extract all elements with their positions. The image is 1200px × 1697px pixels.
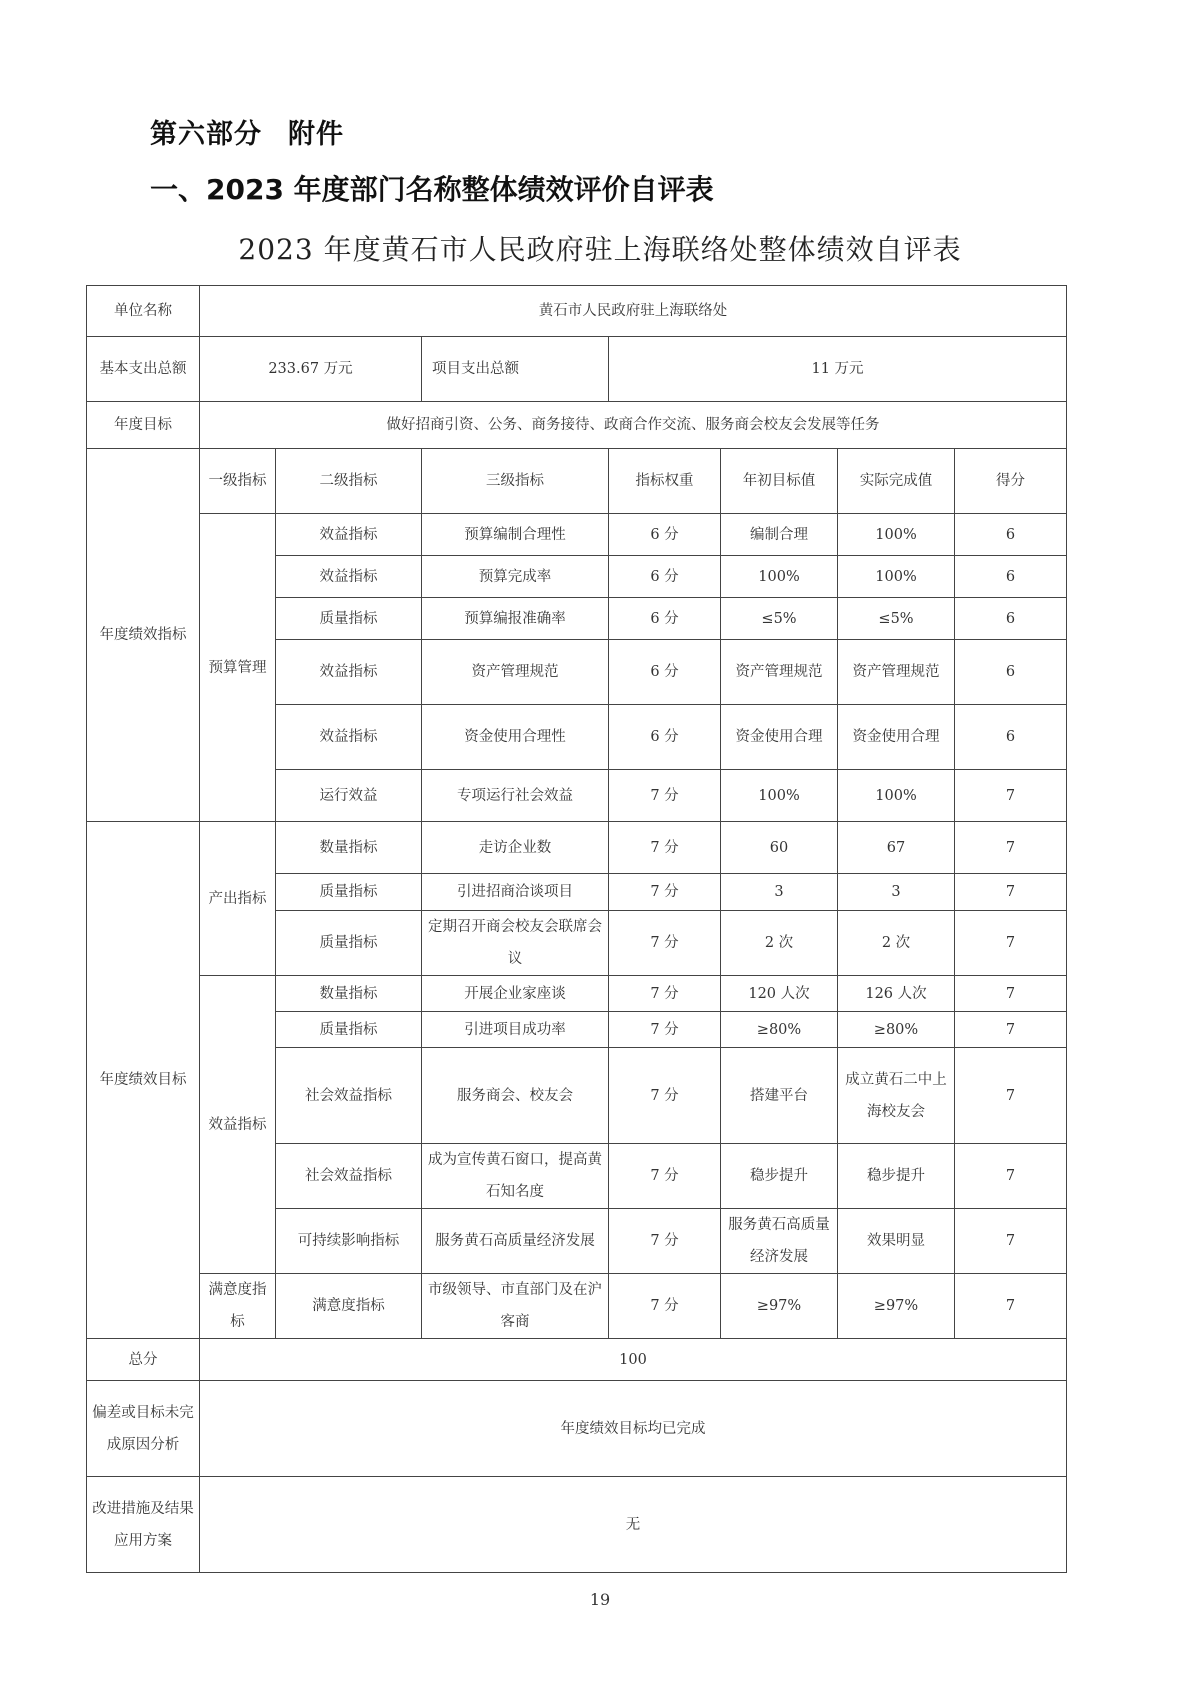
- cell-target: 编制合理: [721, 514, 838, 556]
- cell-actual: 资产管理规范: [838, 640, 955, 705]
- header-level2: 二级指标: [276, 449, 422, 514]
- cell-actual: 稳步提升: [838, 1144, 955, 1209]
- section1-label: 年度绩效指标: [87, 449, 200, 822]
- basic-value: 233.67 万元: [200, 337, 422, 402]
- cell-actual: 126 人次: [838, 976, 955, 1012]
- header-actual: 实际完成值: [838, 449, 955, 514]
- cell-level3: 服务黄石高质量经济发展: [422, 1209, 609, 1274]
- basic-label: 基本支出总额: [87, 337, 200, 402]
- cell-level2: 可持续影响指标: [276, 1209, 422, 1274]
- cell-actual: 100%: [838, 514, 955, 556]
- cell-level3: 服务商会、校友会: [422, 1048, 609, 1144]
- cell-score: 6: [955, 514, 1067, 556]
- cell-actual: 100%: [838, 556, 955, 598]
- deviation-label: 偏差或目标未完成原因分析: [87, 1381, 200, 1477]
- cell-actual: ≤5%: [838, 598, 955, 640]
- cell-target: ≤5%: [721, 598, 838, 640]
- cell-level3: 资产管理规范: [422, 640, 609, 705]
- cell-target: 稳步提升: [721, 1144, 838, 1209]
- group-label: 预算管理: [200, 514, 276, 822]
- table-row: [87, 976, 1067, 1012]
- budget-row: [87, 337, 1067, 402]
- cell-actual: 效果明显: [838, 1209, 955, 1274]
- cell-level2: 运行效益: [276, 770, 422, 822]
- header-level3: 三级指标: [422, 449, 609, 514]
- cell-score: 7: [955, 1048, 1067, 1144]
- improve-row: [87, 1477, 1067, 1573]
- cell-level2: 数量指标: [276, 976, 422, 1012]
- total-value: 100: [200, 1339, 1067, 1381]
- cell-weight: 7 分: [609, 874, 721, 911]
- group-label: 产出指标: [200, 822, 276, 976]
- cell-level3: 引进项目成功率: [422, 1012, 609, 1048]
- cell-weight: 7 分: [609, 1274, 721, 1339]
- cell-score: 6: [955, 640, 1067, 705]
- cell-level2: 效益指标: [276, 705, 422, 770]
- cell-actual: 2 次: [838, 911, 955, 976]
- cell-level2: 质量指标: [276, 1012, 422, 1048]
- section-part: 第六部分: [150, 119, 262, 150]
- cell-actual: 67: [838, 822, 955, 874]
- cell-score: 6: [955, 705, 1067, 770]
- header-weight: 指标权重: [609, 449, 721, 514]
- header-target: 年初目标值: [721, 449, 838, 514]
- cell-level3: 专项运行社会效益: [422, 770, 609, 822]
- cell-score: 7: [955, 911, 1067, 976]
- evaluation-table: [86, 285, 1067, 1573]
- cell-level2: 满意度指标: [276, 1274, 422, 1339]
- cell-weight: 6 分: [609, 705, 721, 770]
- cell-weight: 6 分: [609, 514, 721, 556]
- cell-actual: ≥97%: [838, 1274, 955, 1339]
- cell-score: 7: [955, 976, 1067, 1012]
- cell-target: ≥97%: [721, 1274, 838, 1339]
- table-row: [87, 514, 1067, 556]
- cell-actual: ≥80%: [838, 1012, 955, 1048]
- cell-score: 6: [955, 556, 1067, 598]
- cell-level3: 预算完成率: [422, 556, 609, 598]
- cell-level3: 预算编制合理性: [422, 514, 609, 556]
- cell-score: 6: [955, 598, 1067, 640]
- cell-target: 60: [721, 822, 838, 874]
- cell-score: 7: [955, 822, 1067, 874]
- cell-actual: 成立黄石二中上海校友会: [838, 1048, 955, 1144]
- section-heading: [150, 112, 344, 151]
- subheading: 一、2023 年度部门名称整体绩效评价自评表: [150, 173, 714, 206]
- cell-target: 搭建平台: [721, 1048, 838, 1144]
- cell-level2: 数量指标: [276, 822, 422, 874]
- cell-level3: 定期召开商会校友会联席会议: [422, 911, 609, 976]
- cell-level3: 资金使用合理性: [422, 705, 609, 770]
- cell-target: 2 次: [721, 911, 838, 976]
- cell-level3: 走访企业数: [422, 822, 609, 874]
- cell-weight: 7 分: [609, 911, 721, 976]
- cell-weight: 7 分: [609, 976, 721, 1012]
- cell-target: 服务黄石高质量经济发展: [721, 1209, 838, 1274]
- section2-label: 年度绩效目标: [87, 822, 200, 1339]
- cell-score: 7: [955, 770, 1067, 822]
- cell-target: 资金使用合理: [721, 705, 838, 770]
- cell-weight: 7 分: [609, 822, 721, 874]
- cell-level2: 质量指标: [276, 911, 422, 976]
- cell-target: 资产管理规范: [721, 640, 838, 705]
- cell-weight: 7 分: [609, 1012, 721, 1048]
- unit-value: 黄石市人民政府驻上海联络处: [200, 286, 1067, 337]
- cell-level2: 社会效益指标: [276, 1048, 422, 1144]
- cell-level3: 预算编报准确率: [422, 598, 609, 640]
- deviation-value: 年度绩效目标均已完成: [200, 1381, 1067, 1477]
- cell-weight: 7 分: [609, 1144, 721, 1209]
- project-value: 11 万元: [609, 337, 1067, 402]
- cell-level3: 市级领导、市直部门及在沪客商: [422, 1274, 609, 1339]
- cell-score: 7: [955, 1274, 1067, 1339]
- goal-label: 年度目标: [87, 402, 200, 449]
- goal-value: 做好招商引资、公务、商务接待、政商合作交流、服务商会校友会发展等任务: [200, 402, 1067, 449]
- improve-value: 无: [200, 1477, 1067, 1573]
- cell-weight: 7 分: [609, 770, 721, 822]
- table-title: 2023 年度黄石市人民政府驻上海联络处整体绩效自评表: [238, 233, 962, 266]
- cell-level2: 效益指标: [276, 556, 422, 598]
- cell-level2: 社会效益指标: [276, 1144, 422, 1209]
- cell-score: 7: [955, 1144, 1067, 1209]
- page-number: 19: [589, 1590, 611, 1609]
- group-label: 满意度指标: [200, 1274, 276, 1339]
- cell-level3: 开展企业家座谈: [422, 976, 609, 1012]
- cell-actual: 3: [838, 874, 955, 911]
- cell-score: 7: [955, 1012, 1067, 1048]
- header-score: 得分: [955, 449, 1067, 514]
- cell-actual: 资金使用合理: [838, 705, 955, 770]
- cell-level2: 质量指标: [276, 874, 422, 911]
- cell-score: 7: [955, 1209, 1067, 1274]
- cell-weight: 6 分: [609, 640, 721, 705]
- deviation-row: [87, 1381, 1067, 1477]
- cell-weight: 6 分: [609, 598, 721, 640]
- section-attachment: 附件: [288, 119, 344, 150]
- project-label: 项目支出总额: [422, 337, 609, 402]
- unit-label: 单位名称: [87, 286, 200, 337]
- cell-level3: 引进招商洽谈项目: [422, 874, 609, 911]
- goal-row: [87, 402, 1067, 449]
- total-row: [87, 1339, 1067, 1381]
- unit-row: [87, 286, 1067, 337]
- cell-target: 3: [721, 874, 838, 911]
- cell-target: 100%: [721, 556, 838, 598]
- header-level1: 一级指标: [200, 449, 276, 514]
- cell-score: 7: [955, 874, 1067, 911]
- header-row: [87, 449, 1067, 514]
- table-row: [87, 1274, 1067, 1339]
- improve-label: 改进措施及结果应用方案: [87, 1477, 200, 1573]
- cell-target: ≥80%: [721, 1012, 838, 1048]
- total-label: 总分: [87, 1339, 200, 1381]
- cell-weight: 6 分: [609, 556, 721, 598]
- cell-level2: 质量指标: [276, 598, 422, 640]
- table-row: [87, 822, 1067, 874]
- cell-weight: 7 分: [609, 1209, 721, 1274]
- cell-level2: 效益指标: [276, 514, 422, 556]
- cell-target: 120 人次: [721, 976, 838, 1012]
- cell-level3: 成为宣传黄石窗口，提高黄石知名度: [422, 1144, 609, 1209]
- cell-level2: 效益指标: [276, 640, 422, 705]
- cell-actual: 100%: [838, 770, 955, 822]
- cell-target: 100%: [721, 770, 838, 822]
- cell-weight: 7 分: [609, 1048, 721, 1144]
- group-label: 效益指标: [200, 976, 276, 1274]
